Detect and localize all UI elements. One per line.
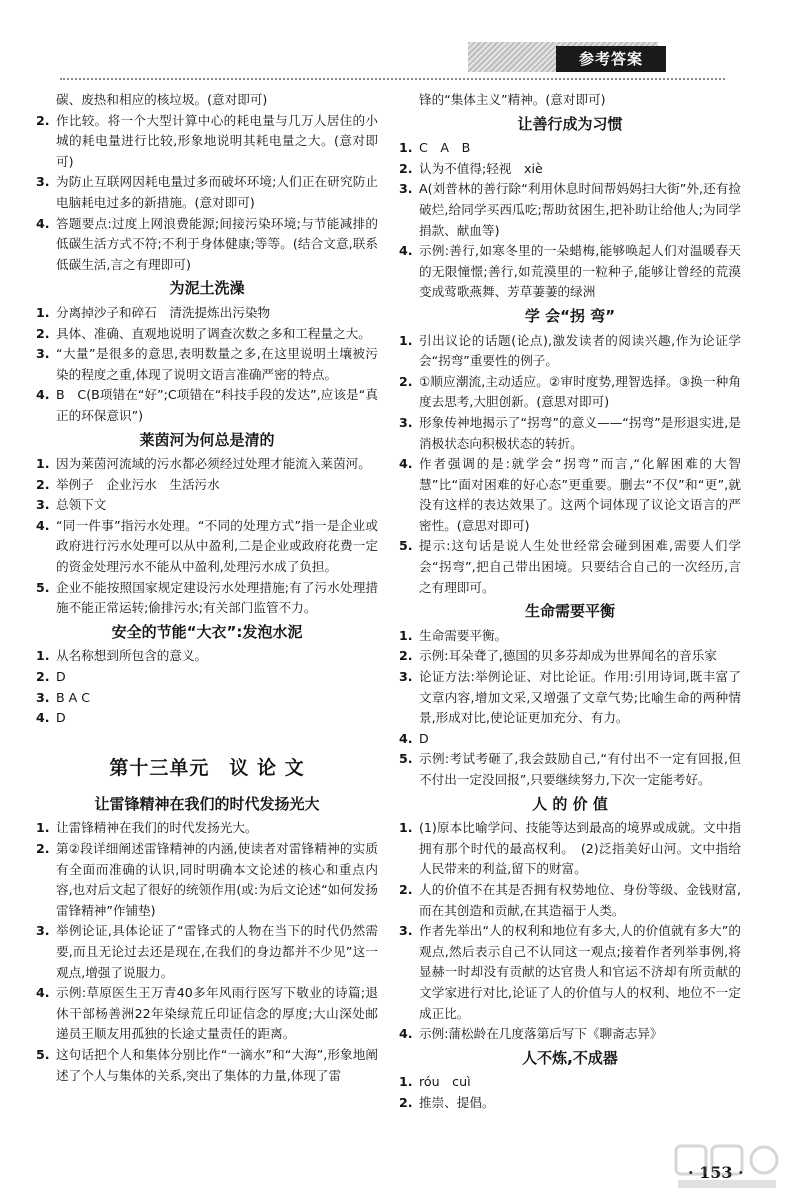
answer-item: [399, 646, 741, 667]
answer-item: [36, 303, 378, 324]
answer-text: 碳、废热和相应的核垃圾。(意对即可): [56, 92, 268, 107]
answer-item: [36, 111, 378, 173]
answer-number: 5.: [36, 1046, 50, 1062]
answer-item: [36, 516, 378, 578]
answer-text: 示例:耳朵聋了,德国的贝多芬却成为世界闻名的音乐家: [419, 648, 717, 664]
answer-number: 2.: [399, 648, 413, 664]
answer-number: 4.: [399, 243, 413, 259]
answer-item: [36, 708, 378, 729]
answer-text: 锋的“集体主义”精神。(意对即可): [419, 92, 606, 107]
answer-number: 2.: [36, 841, 50, 856]
answer-item: [36, 983, 378, 1045]
answer-number: 4.: [36, 985, 50, 1001]
answer-item: [36, 818, 378, 839]
answer-item: [36, 839, 378, 921]
answer-item: [36, 454, 378, 475]
answer-item: [399, 454, 741, 536]
answer-item: [399, 1024, 741, 1045]
section-title: 安全的节能“大衣”:发泡水泥: [111, 622, 303, 641]
answer-item: [36, 578, 378, 619]
answer-number: 4.: [399, 456, 413, 472]
answer-text: 作者先举出“人的权利和地位有多大,人的价值就有多大”的观点,然后表示自己不认同这一观点;接着作者列举事例,将显赫一时却没有贡献的达官贵人和官运不济却有所贡献的文学家进行对比,论证了人的价值与人的权利、地位不一定成正比。: [419, 923, 741, 1021]
answer-text: 企业不能按照国家规定建设污水处理措施;有了污水处理措施不能正常运转;偷排污水;有关部门监管不力。: [56, 579, 378, 616]
answer-item: [399, 1072, 741, 1093]
answer-text: 具体、准确、直观地说明了调查次数之多和工程量之大。: [56, 325, 371, 341]
unit-title: 第十三单元 议 论 文: [109, 756, 305, 779]
answer-item: [36, 172, 378, 213]
answer-item: [399, 880, 741, 921]
section-title: 人不炼,不成器: [522, 1048, 618, 1067]
answer-number: 5.: [399, 538, 413, 554]
right-column: [399, 90, 741, 1114]
answer-number: 1.: [36, 304, 50, 320]
answer-text: 推崇、提倡。: [419, 1094, 495, 1110]
answer-text: 认为不值得;轻视 xiè: [419, 160, 543, 176]
answer-number: 1.: [399, 332, 413, 348]
answer-number: 5.: [36, 579, 50, 595]
answer-text: 这句话把个人和集体分别比作“一滴水”和“大海”,形象地阐述了个人与集体的关系,突出了集体的力量,体现了雷: [56, 1046, 378, 1083]
answer-number: 4.: [36, 215, 50, 231]
answer-item: [399, 159, 741, 180]
answer-number: 1.: [399, 140, 413, 156]
answer-item: [399, 372, 741, 413]
answer-item: [399, 921, 741, 1024]
answer-number: 3.: [36, 689, 50, 705]
answer-item: [36, 688, 378, 709]
answer-item: [399, 536, 741, 598]
header-rule: [60, 78, 725, 80]
left-column: [36, 90, 378, 1086]
answer-number: 2.: [399, 1094, 413, 1110]
page-number: · 153 ·: [688, 1163, 744, 1182]
section-title: 人 的 价 值: [532, 794, 608, 813]
answer-text: 示例:考试考砸了,我会鼓励自己,“有付出不一定有回报,但不付出一定没回报”,只要继续努力,下次一定能考好。: [419, 751, 741, 787]
answer-item: [399, 818, 741, 880]
answer-text: 作者强调的是:就学会“拐弯”而言,“化解困难的大智慧”比“面对困难的好心态”更重要。删去“不仅”和“更”,就没有这样的表达效果了。这两个词体现了议论文语言的严密性。(意思对即可): [419, 456, 741, 533]
answer-number: 1.: [36, 820, 50, 836]
answer-number: 2.: [36, 669, 50, 685]
answer-text: 形象传神地揭示了“拐弯”的意义——“拐弯”是形退实进,是消极状态向积极状态的转折。: [419, 414, 741, 451]
answer-text: 提示:这句话是说人生处世经常会碰到困难,需要人们学会“拐弯”,把自己带出困境。只要结合自己的一次经历,言之有理即可。: [419, 538, 741, 595]
answer-number: 4.: [399, 730, 413, 746]
answer-item: [399, 749, 741, 790]
answer-text: 从名称想到所包含的意义。: [56, 648, 208, 664]
answer-text: ①顺应潮流,主动适应。②审时度势,理智选择。③换一种角度去思考,大胆创新。(意思对即可): [419, 373, 741, 410]
answer-number: 2.: [399, 881, 413, 897]
answer-item: [36, 1045, 378, 1086]
answer-text: D: [56, 669, 66, 685]
answer-text: “大量”是很多的意思,表明数量之多,在这里说明土壤被污染的程度之重,体现了说明文语言准确严密的特点。: [56, 346, 378, 382]
answer-number: 2.: [36, 476, 50, 492]
answer-number: 1.: [399, 627, 413, 643]
answer-item: [36, 646, 378, 667]
section-title: 生命需要平衡: [524, 602, 615, 621]
answer-text: 举例论证,具体论证了“雷锋式的人物在当下的时代仍然需要,而且无论过去还是现在,在我们的身边都并不少见”这一观点,增强了说服力。: [56, 923, 378, 980]
answer-number: 2.: [399, 160, 413, 176]
answer-text: 答题要点:过度上网浪费能源;间接污染环境;与节能减排的低碳生活方式不符;不利于身体健康;等等。(结合文意,联系低碳生活,言之有理即可): [56, 215, 378, 272]
answer-item: [399, 667, 741, 729]
answer-number: 4.: [36, 710, 50, 726]
answer-item: [36, 214, 378, 276]
answer-item: [36, 324, 378, 345]
answer-number: 4.: [36, 387, 50, 403]
answer-number: 2.: [36, 112, 50, 128]
answer-number: 3.: [36, 174, 50, 190]
answer-text: B C(B项错在“好”;C项错在“科技手段的发达”,应该是“真正的环保意识”): [56, 387, 378, 423]
answer-item: [399, 729, 741, 750]
answer-text: “同一件事”指污水处理。“不同的处理方式”指一是企业或政府进行污水处理可以从中盈利,二是企业或政府花费一定的资金处理污水不能从中盈利,处理污水成了负担。: [56, 517, 378, 575]
answer-item: [36, 921, 378, 983]
answer-text: 作比较。将一个大型计算中心的耗电量与几万人居住的小城的耗电量进行比较,形象地说明其耗电量之大。(意对即可): [56, 112, 378, 169]
answer-item: [399, 626, 741, 647]
answer-text: 第②段详细阐述雷锋精神的内涵,使读者对雷锋精神的实质有全面而准确的认识,同时明确本文论述的核心和重点内容,也对后文起了很好的统领作用(或:为后文论述“如何发扬雷锋精神”作铺垫): [56, 841, 378, 918]
answer-item: [399, 179, 741, 241]
answer-item: [36, 475, 378, 496]
answer-number: 5.: [399, 751, 413, 767]
section-title: 让善行成为习惯: [517, 114, 623, 133]
answer-text: 分离掉沙子和碎石 清洗提炼出污染物: [56, 304, 271, 320]
section-title: 让雷锋精神在我们的时代发扬光大: [94, 794, 320, 813]
answer-item: [399, 331, 741, 372]
answer-item: [36, 667, 378, 688]
answer-item: [36, 385, 378, 426]
answer-number: 3.: [399, 414, 413, 430]
answer-number: 3.: [399, 923, 413, 939]
header-label: 参考答案: [556, 46, 666, 72]
answer-item: [399, 1093, 741, 1114]
answer-text: 人的价值不在其是否拥有权势地位、身份等级、金钱财富,而在其创造和贡献,在其造福于人类。: [419, 881, 741, 918]
answer-text: 总领下文: [56, 497, 107, 513]
answer-text: 因为莱茵河流域的污水都必须经过处理才能流入莱茵河。: [56, 456, 371, 472]
answer-text: 示例:草原医生王万青40多年风雨行医写下敬业的诗篇;退休干部杨善洲22年染绿荒丘印证信念的厚度;大山深处邮递员王顺友用孤独的长途丈量责任的距离。: [56, 985, 378, 1042]
answer-number: 3.: [399, 181, 413, 197]
answer-number: 1.: [36, 456, 50, 472]
answer-text: D: [419, 730, 429, 746]
answer-text: C A B: [419, 140, 471, 156]
answer-text: 让雷锋精神在我们的时代发扬光大。: [56, 820, 258, 836]
section-title: 为泥土洗澡: [169, 279, 245, 298]
answer-number: 2.: [399, 373, 413, 389]
answer-number: 1.: [399, 820, 413, 836]
answer-text: 示例:蒲松龄在几度落第后写下《聊斋志异》: [419, 1026, 663, 1042]
watermark-logo: [672, 1142, 782, 1192]
answer-text: 示例:善行,如寒冬里的一朵蜡梅,能够唤起人们对温暖春天的无限憧憬;善行,如荒漠里的一粒种子,能够让曾经的荒漠变成莺歌燕舞、芳草萋萋的绿洲: [419, 243, 741, 300]
answer-number: 3.: [36, 923, 50, 939]
answer-number: 3.: [36, 346, 50, 362]
answer-text: 为防止互联网因耗电量过多而破坏环境;人们正在研究防止电脑耗电过多的新措施。(意对即可): [56, 174, 378, 210]
answer-number: 4.: [399, 1026, 413, 1042]
answer-text: róu cuì: [419, 1074, 471, 1090]
answer-number: 1.: [399, 1074, 413, 1090]
answer-text: B A C: [56, 689, 91, 705]
answer-number: 3.: [36, 497, 50, 513]
answer-item: [399, 413, 741, 454]
section-title: 莱茵河为何总是清的: [139, 430, 275, 449]
answer-item: [36, 495, 378, 516]
answer-item: [399, 90, 741, 111]
answer-item: [399, 138, 741, 159]
answer-number: 3.: [399, 669, 413, 685]
answer-text: 论证方法:举例论证、对比论证。作用:引用诗词,既丰富了文章内容,增加文采,又增强了文章气势;比喻生命的两种情景,形成对比,使论证更加充分、有力。: [419, 669, 741, 726]
answer-number: 4.: [36, 517, 50, 533]
section-title: 学 会“拐 弯”: [524, 306, 616, 325]
answer-item: [399, 241, 741, 303]
answer-text: D: [56, 710, 66, 726]
answer-item: [36, 344, 378, 385]
answer-text: (1)原本比喻学问、技能等达到最高的境界或成就。文中指拥有那个时代的最高权利。 (2)泛指美好山河。文中指给人民带来的利益,留下的财富。: [419, 820, 741, 877]
answer-text: 引出议论的话题(论点),激发读者的阅读兴趣,作为论证学会“拐弯”重要性的例子。: [419, 332, 741, 369]
answer-number: 1.: [36, 648, 50, 664]
answer-text: 生命需要平衡。: [419, 627, 508, 643]
answer-number: 2.: [36, 325, 50, 341]
answer-text: 举例子 企业污水 生活污水: [56, 476, 220, 492]
answer-item: [36, 90, 378, 111]
answer-text: A(刘普林的善行除“利用休息时间帮妈妈扫大街”外,还有捡破烂,给同学买西瓜吃;帮助贫困生,把补助让给他人;为同学捐款、献血等): [419, 181, 741, 238]
